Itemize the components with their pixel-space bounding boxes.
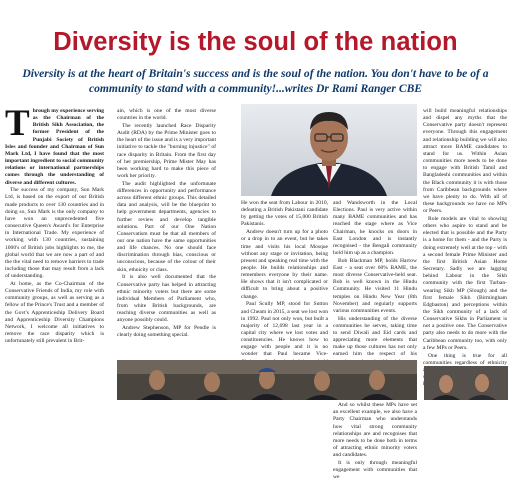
event-photo-illustration [424,366,508,400]
paragraph: The recently launched Race Disparity Audit (RDA) by the Prime Minister goes to the heart of the issue and is a very important initiative to tackle the "burning injustice" of race disparity in Britain. From the first day of her premiership, Prime Mister May has been working hard to make this piece of work her priority. [117,122,216,179]
group-photo [117,360,417,400]
portrait-photo [241,104,417,196]
article-column-2 [117,108,216,400]
portrait-illustration [241,104,417,196]
paragraph: will build meaningful relationships and dispel any myths that the Conservative party doesn't represent everyone. Through this engagement and relationship building we will also attract more BAME candidates to stand for us. Within Asian communities more needs to be done to engage with British Tamil and Bangladeshi communities and within the Black community it is with those from Caribbean backgrounds where we have plenty to do. With all of these backgrounds we have no MPs or Peers. [423,108,507,215]
paragraph: His understanding of the diverse communities he serves, taking time to send Diwali and Eid cards and appreciating more elements that make up those cultures has not only earned him the respect of his [333,315,417,358]
paragraph: Andrew doesn't turn up for a photo or a drop in to an event, but he takes time and visits his local Mosque without any stage or invitation, being present and speaking real time with the people. He builds relationships and remembers everyone by their name. He shows that it isn't complicated or difficult to bring about a positive change. [241,229,328,300]
paragraph: It is only through meaningful engagement with communities that we [333,460,417,481]
paragraph: The audit highlighted the unfortunate differences in opportunity and performance across different ethnic groups. This detailed data and analysis, will be the blueprint to help government departments, agencies to further review and develop tangible solutions. Part of our One Nation Conservatism must be that all members of our one nation have the same opportunities and life chances. No one should face discrimination through bias, conscious or unconscious, because of the colour of their skin, ethnicity or class. [117,180,216,273]
paragraph: At home, as the Co-Chairman of the Conservative Friends of India, my role with community groups, as well as serving as a fellow of the Prince's Trust and a member of the Govt's Apprenticeship Delivery Board and Apprenticeship Diversity Champions Network, I welcome all initiatives to remove the race disparity which is unfortunately still prevalent in Brit- [5,280,104,345]
paragraph: It is also well documented that the Conservative party has helped in attracting ethnic minority voters but there are some individual Members of Parliament who, from white British backgrounds, are reaching diverse communities as well as anyone possibly could. [117,274,216,324]
paragraph: Paul Scully MP, stood for Sutton and Cheam in 2015, a seat we lost won in 1992. Paul not only won, but built a majority of 12,698 last year in a capital city where we lost votes and constituencies. He knows how to engage with people and it is no wonder that Paul became Vice- [241,301,328,358]
paragraph: Role models are vital to showing others who aspire to stand and be elected that is possible and the Party is a home for them - and the Party is doing extremely well at the top - with a second female Prime Minister and the first British Asian Home Secretary. Sadly we are lagging behind Labour in the Sikh community with the first Turban-wearing Sikh MP (Slough) and the first female Sikh (Birmingham Edgbaston) and perceptions within the Sikh community of a lack of Conservative Sikhs in Parliament is not a positive one. The Conservative party also needs to do more with the Caribbean community too, with only a few MPs or Peers. [423,215,507,351]
headline: Diversity is the soul of the nation [53,28,458,56]
standfirst: Diversity is at the heart of Britain's success and is the soul of the nation. You don't have to be of a community to stand with a community!...writes Dr Rami Ranger CBE [22,67,489,95]
paragraph: One thing is true for all communities regardless of ethnicity [423,352,507,366]
paragraph: Bob Blackman MP, holds Harrow East - a seat over 60% BAME, the most diverse Conservative-held seat. Bob is well known in the Hindu Community. He visited 11 Hindu temples on Hindu New Year (8th November) and regularly supports various communities events. [333,257,417,314]
paragraph: He won the seat from Labour in 2010, defeating a British Pakistani candidate by getting the votes of 15,000 British Pakistanis. [241,200,328,228]
lead-paragraph: Through my experience serving as the Chairman of the British Sikh Association, the former President of the Punjabi Society of British Isles and founder and Chairman of Sun Mark Ltd, I have found that the most important ingredient to social community relations or international partnerships comes through the understanding of diverse and different cultures. [5,103,104,186]
drop-cap: T [5,103,30,144]
paragraph: And so whilst these MPs have set an excellent example, we also have a Party Chairman who understands how vital strong community relationships are and recognises that more needs to be done both in terms of attracting ethnic minority voters and candidates. [333,402,417,459]
paragraph: Andrew Stephenson, MP for Pendle is clearly doing something special. [117,325,216,339]
article-column-1 [5,103,104,400]
event-photo [424,366,508,400]
group-photo-illustration [117,360,417,400]
paragraph: The success of my company, Sun Mark Ltd, is based on the export of our British made products to over 130 countries and in doing so, Sun Mark is the only company to have won an unprecedented five consecutive Queen's Award's for Enterprise in International Trade. My experience of working with 130 countries, sustaining 1000's of British jobs highlights to me, the global world that we are now a part of and the the vital need to remove barriers to trade including those that may result from a lack of understanding. [5,187,104,280]
paragraph: and Wandsworth in the Local Elections. Paul is very active within many BAME communities and has reached the stage where as Vice Chairman, he knocks on doors in East London and is instantly recognised - the Bengali community hold him up as a champion. [333,200,417,257]
article-column-5 [423,108,507,400]
paragraph: ain, which is one of the most diverse countries in the world. [117,108,216,122]
